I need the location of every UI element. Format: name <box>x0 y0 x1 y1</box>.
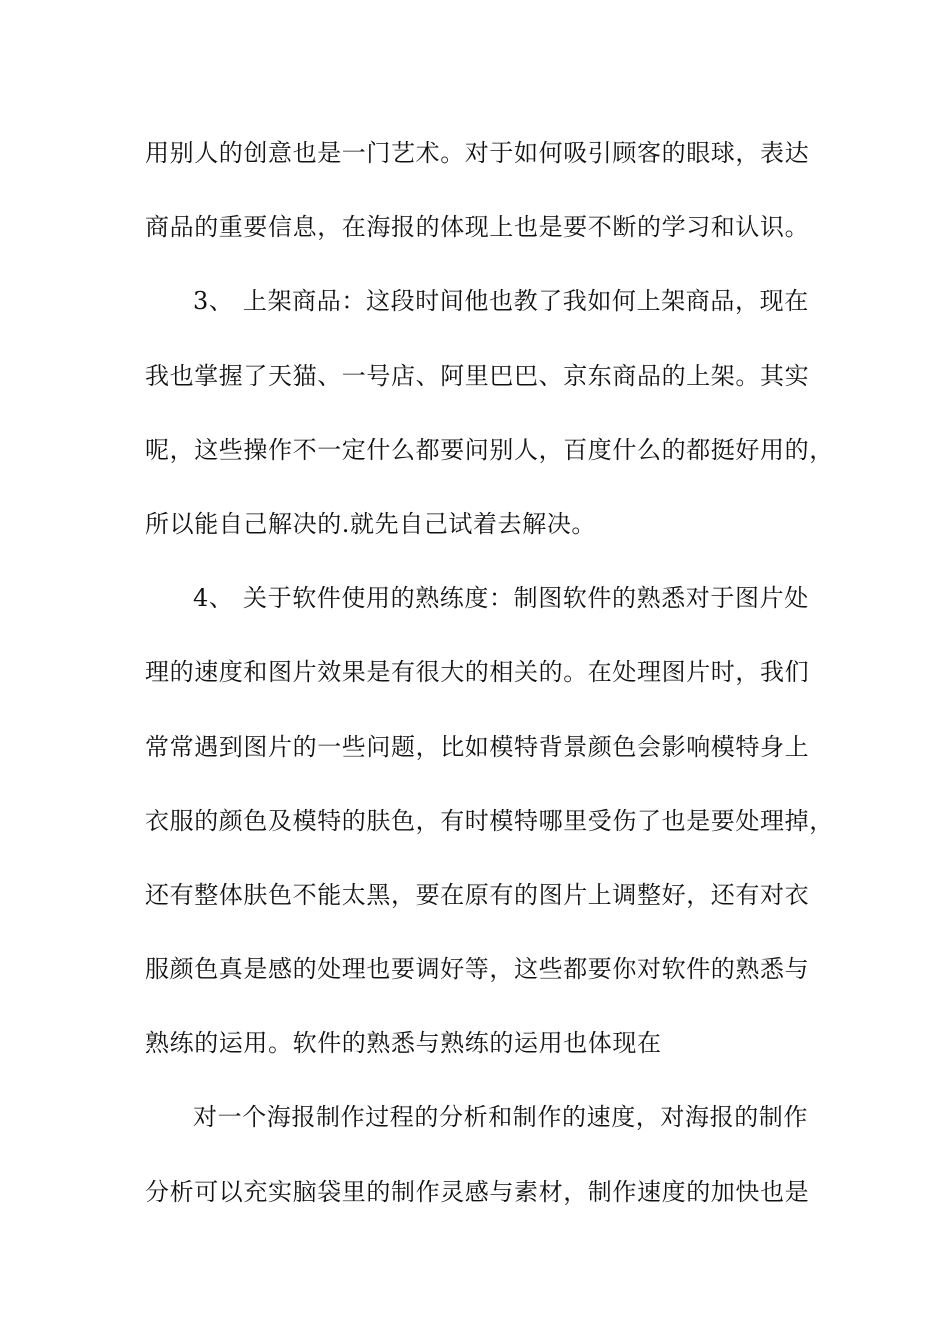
document-body <box>145 130 834 1243</box>
list-item-text: 上架商品：这段时间他也教了我如何上架商品，现在 <box>243 287 809 316</box>
paragraph-line: 服颜色真是感的处理也要调好等，这些都要你对软件的熟悉与 <box>145 955 810 984</box>
paragraph-line: 熟练的运用。软件的熟悉与熟练的运用也体现在 <box>145 1029 662 1058</box>
paragraph-line: 呢，这些操作不一定什么都要问别人，百度什么的都挺好用的， <box>145 435 834 464</box>
paragraph-line: 还有整体肤色不能太黑，要在原有的图片上调整好，还有对衣 <box>145 880 810 909</box>
paragraph-line: 对一个海报制作过程的分析和制作的速度，对海报的制作 <box>193 1103 808 1132</box>
list-item-line <box>145 575 810 649</box>
list-number: 4、 <box>193 584 234 613</box>
paragraph-line: 分析可以充实脑袋里的制作灵感与素材，制作速度的加快也是 <box>145 1177 810 1206</box>
list-number: 3、 <box>193 287 234 316</box>
paragraph-line: 商品的重要信息，在海报的体现上也是要不断的学习和认识。 <box>145 213 810 242</box>
paragraph-line: 理的速度和图片效果是有很大的相关的。在处理图片时，我们 <box>145 658 810 687</box>
list-item-text: 关于软件使用的熟练度：制图软件的熟悉对于图片处 <box>243 584 809 613</box>
paragraph-line: 衣服的颜色及模特的肤色，有时模特哪里受伤了也是要处理掉， <box>145 806 834 835</box>
paragraph-line: 常常遇到图片的一些问题，比如模特背景颜色会影响模特身上 <box>145 732 810 761</box>
paragraph-line: 用别人的创意也是一门艺术。对于如何吸引顾客的眼球，表达 <box>145 139 810 167</box>
paragraph-line: 所以能自己解决的.就先自己试着去解决。 <box>145 509 597 538</box>
paragraph-line: 我也掌握了天猫、一号店、阿里巴巴、京东商品的上架。其实 <box>145 361 810 390</box>
list-item-line <box>145 278 810 352</box>
